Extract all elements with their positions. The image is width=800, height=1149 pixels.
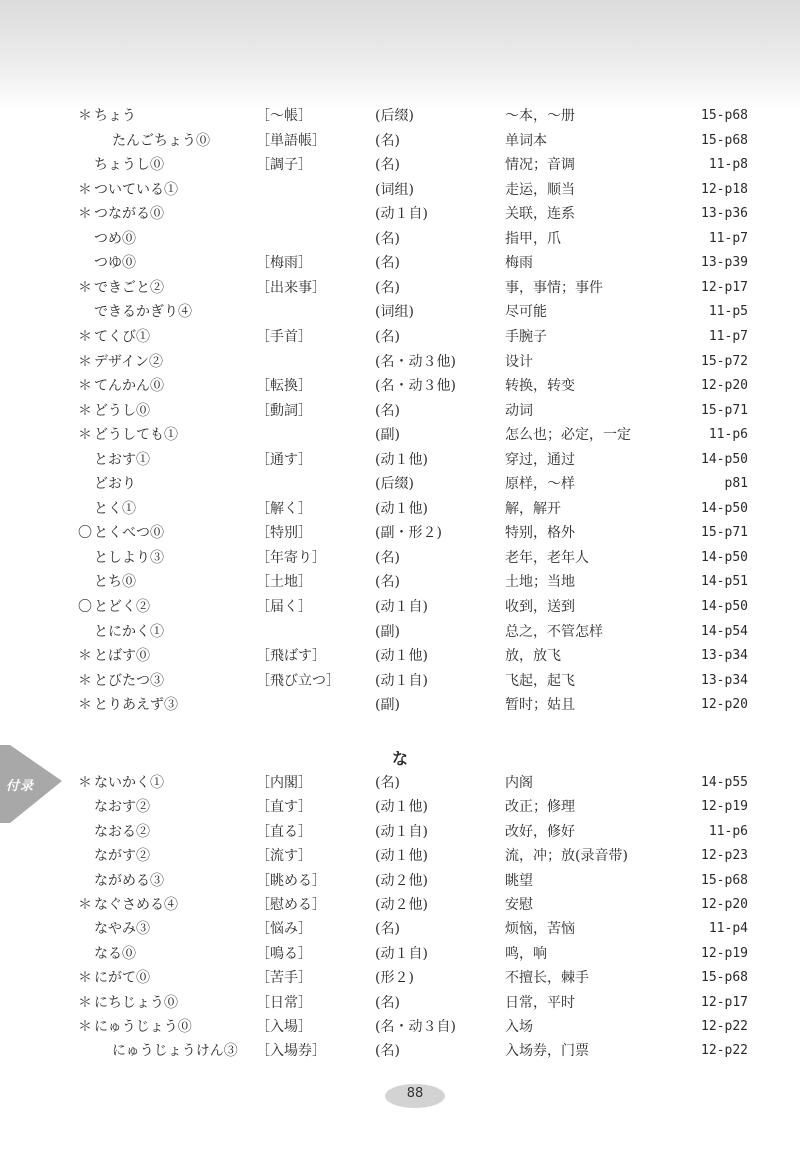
entry-part-of-speech: (副) xyxy=(375,697,400,714)
entry-row xyxy=(0,1039,800,1063)
entry-kanji: ［飛ばす］ xyxy=(256,648,326,665)
entry-part-of-speech: (动１自) xyxy=(375,672,428,689)
entry-row xyxy=(0,153,800,177)
entry-row xyxy=(0,276,800,300)
entry-kana: どうし⓪ xyxy=(94,402,150,419)
entry-kanji: ［悩み］ xyxy=(256,921,312,938)
entry-mark: ＊ xyxy=(78,279,92,296)
entry-lesson-ref: 13-p36 xyxy=(701,206,748,222)
entry-part-of-speech: (名・动３自) xyxy=(375,1019,456,1035)
entry-meaning: 不擅长，棘手 xyxy=(505,970,589,987)
entry-lesson-ref: 14-p50 xyxy=(701,599,748,614)
entry-lesson-ref: 12-p23 xyxy=(701,848,748,864)
entry-meaning: 入场券，门票 xyxy=(505,1043,589,1060)
entry-kanji: ［苦手］ xyxy=(256,970,312,987)
entry-lesson-ref: 11-p7 xyxy=(708,230,748,246)
entry-row xyxy=(0,546,800,570)
entry-lesson-ref: 11-p6 xyxy=(708,823,748,839)
entry-kana: デザイン② xyxy=(94,353,164,370)
entry-lesson-ref: 14-p54 xyxy=(701,623,748,639)
entry-part-of-speech: (名) xyxy=(375,328,400,345)
entry-row xyxy=(0,521,800,545)
entry-meaning: 改好，修好 xyxy=(505,823,575,840)
entry-row xyxy=(0,497,800,521)
entry-kana: ちょうし⓪ xyxy=(94,157,164,174)
entry-part-of-speech: (动１他) xyxy=(375,451,428,468)
entry-part-of-speech: (名) xyxy=(375,279,400,296)
entry-part-of-speech: (副) xyxy=(375,427,400,444)
entry-lesson-ref: 12-p20 xyxy=(701,897,748,912)
entry-part-of-speech: (名) xyxy=(375,574,400,591)
entry-kana: ながす② xyxy=(94,848,150,865)
entry-kana: にがて⓪ xyxy=(94,970,150,987)
entry-lesson-ref: 11-p8 xyxy=(708,157,748,173)
entry-kana: ついている① xyxy=(94,181,178,198)
entry-lesson-ref: 12-p22 xyxy=(701,1043,748,1059)
entry-meaning: 收到，送到 xyxy=(505,599,575,615)
entry-meaning: 放，放飞 xyxy=(505,648,561,665)
entry-part-of-speech: (动１自) xyxy=(375,599,428,615)
entry-mark: ＊ xyxy=(78,775,92,791)
entry-part-of-speech: (名) xyxy=(375,255,400,272)
entry-kana: どおり xyxy=(94,476,136,493)
entry-part-of-speech: (动２他) xyxy=(375,872,428,889)
entry-row xyxy=(0,570,800,594)
entry-meaning: 梅雨 xyxy=(505,255,533,272)
entry-lesson-ref: 12-p22 xyxy=(701,1019,748,1034)
entry-lesson-ref: 13-p39 xyxy=(701,255,748,271)
entry-kana: なおす② xyxy=(94,799,150,816)
entry-part-of-speech: (后缀) xyxy=(375,476,414,493)
entry-meaning: 眺望 xyxy=(505,872,533,889)
entry-kana: てんかん⓪ xyxy=(94,378,164,395)
entry-meaning: 手腕子 xyxy=(505,328,547,345)
entry-row xyxy=(0,202,800,226)
entry-meaning: 走运，顺当 xyxy=(505,181,575,198)
entry-row xyxy=(0,644,800,668)
entry-part-of-speech: (动１他) xyxy=(375,799,428,816)
entry-kanji: ［直る］ xyxy=(256,823,312,840)
entry-kanji: ［日常］ xyxy=(256,994,312,1011)
entry-kanji: ［土地］ xyxy=(256,574,312,591)
entry-row xyxy=(0,893,800,917)
entry-meaning: 设计 xyxy=(505,353,533,370)
entry-meaning: 老年，老年人 xyxy=(505,549,589,566)
entry-row xyxy=(0,472,800,496)
entry-mark: ＊ xyxy=(78,672,92,689)
entry-mark: ＊ xyxy=(78,427,92,444)
entry-part-of-speech: (后缀) xyxy=(375,108,414,124)
entry-kanji: ［特別］ xyxy=(256,525,312,542)
entry-mark: ＊ xyxy=(78,648,92,665)
entry-mark: ＊ xyxy=(78,402,92,419)
entry-kana: なおる② xyxy=(94,823,150,840)
entry-lesson-ref: p81 xyxy=(724,476,748,492)
entry-kana: ちょう xyxy=(94,108,136,124)
entry-row xyxy=(0,325,800,349)
entry-lesson-ref: 11-p4 xyxy=(708,921,748,937)
entry-row xyxy=(0,771,800,795)
entry-row xyxy=(0,399,800,423)
entry-part-of-speech: (名・动３他) xyxy=(375,353,456,370)
entry-row xyxy=(0,178,800,202)
entry-part-of-speech: (词组) xyxy=(375,181,414,198)
entry-mark: ＊ xyxy=(78,897,92,913)
entry-lesson-ref: 12-p19 xyxy=(701,945,748,961)
entry-lesson-ref: 11-p6 xyxy=(708,427,748,443)
entry-part-of-speech: (动１自) xyxy=(375,206,428,223)
entry-lesson-ref: 13-p34 xyxy=(701,672,748,688)
entry-meaning: 尽可能 xyxy=(505,304,547,321)
entry-meaning: 鸣，响 xyxy=(505,945,547,962)
entry-kana: にゅうじょう⓪ xyxy=(94,1019,192,1035)
entry-mark: ＊ xyxy=(78,994,92,1011)
entry-kana: なやみ③ xyxy=(94,921,150,938)
entry-part-of-speech: (动１他) xyxy=(375,848,428,865)
entry-row xyxy=(0,423,800,447)
entry-mark: ＊ xyxy=(78,378,92,395)
entry-mark: ＊ xyxy=(78,970,92,987)
entry-kanji: ［直す］ xyxy=(256,799,312,816)
entry-meaning: 内阁 xyxy=(505,775,533,791)
entry-meaning: 解，解开 xyxy=(505,500,561,517)
entry-lesson-ref: 15-p68 xyxy=(701,970,748,986)
entry-meaning: 穿过，通过 xyxy=(505,451,575,468)
entry-meaning: 转换，转变 xyxy=(505,378,575,395)
entry-kana: つながる⓪ xyxy=(94,206,164,223)
entry-part-of-speech: (名) xyxy=(375,921,400,938)
entry-kana: できごと② xyxy=(94,279,164,296)
entry-kanji: ［鳴る］ xyxy=(256,945,312,962)
entry-part-of-speech: (名) xyxy=(375,994,400,1011)
entry-lesson-ref: 11-p7 xyxy=(708,328,748,344)
entry-meaning: 指甲，爪 xyxy=(505,230,561,247)
entry-lesson-ref: 13-p34 xyxy=(701,648,748,664)
entry-row xyxy=(0,374,800,398)
entry-kanji: ［飛び立つ］ xyxy=(256,672,340,689)
entry-mark: ＊ xyxy=(78,206,92,223)
entry-meaning: 情况；音调 xyxy=(505,157,575,174)
section-heading-na: な xyxy=(391,749,408,768)
entry-meaning: 暂时；姑且 xyxy=(505,697,575,714)
entry-kana: とどく② xyxy=(94,599,150,615)
entry-kanji: ［転換］ xyxy=(256,378,312,395)
entry-mark: ＊ xyxy=(78,181,92,198)
entry-lesson-ref: 15-p71 xyxy=(701,402,748,418)
entry-row xyxy=(0,844,800,868)
entry-lesson-ref: 15-p68 xyxy=(701,108,748,123)
entry-kanji: ［単語帳］ xyxy=(256,132,326,149)
entry-row xyxy=(0,350,800,374)
entry-part-of-speech: (动１他) xyxy=(375,500,428,517)
entry-mark: ＊ xyxy=(78,328,92,345)
entry-part-of-speech: (名) xyxy=(375,1043,400,1060)
entry-kanji: ［～帳］ xyxy=(256,108,312,124)
entry-meaning: 安慰 xyxy=(505,897,533,913)
entry-meaning: 事，事情；事件 xyxy=(505,279,603,296)
entry-kana: ないかく① xyxy=(94,775,164,791)
entry-kana: とく① xyxy=(94,500,136,517)
entry-meaning: 总之，不管怎样 xyxy=(505,623,603,640)
entry-row xyxy=(0,669,800,693)
entry-row xyxy=(0,991,800,1015)
entry-meaning: 关联，连系 xyxy=(505,206,575,223)
entry-kana: とびたつ③ xyxy=(94,672,164,689)
entry-kana: とばす⓪ xyxy=(94,648,150,665)
entry-row xyxy=(0,795,800,819)
entry-lesson-ref: 12-p17 xyxy=(701,994,748,1010)
entry-mark: ＊ xyxy=(78,108,92,124)
entry-kana: つめ⓪ xyxy=(94,230,136,247)
page-number-badge xyxy=(383,1082,447,1110)
entry-meaning: 烦恼，苦恼 xyxy=(505,921,575,938)
entry-row xyxy=(0,693,800,717)
entry-row xyxy=(0,1015,800,1039)
entry-kanji: ［通す］ xyxy=(256,451,312,468)
entry-part-of-speech: (动１他) xyxy=(375,648,428,665)
entry-kana: とりあえず③ xyxy=(94,697,178,714)
page-top-shading xyxy=(0,0,800,112)
entry-part-of-speech: (名) xyxy=(375,775,400,791)
entry-kanji: ［入場］ xyxy=(256,1019,312,1035)
entry-mark: ＊ xyxy=(78,353,92,370)
entry-kanji: ［解く］ xyxy=(256,500,312,517)
entry-lesson-ref: 12-p18 xyxy=(701,181,748,197)
entry-meaning: 土地；当地 xyxy=(505,574,575,591)
entry-meaning: 日常，平时 xyxy=(505,994,575,1011)
entry-meaning: ～本，～册 xyxy=(505,108,575,124)
entry-meaning: 流，冲；放(录音带) xyxy=(505,848,628,865)
entry-meaning: 入场 xyxy=(505,1019,533,1035)
entry-kana: なぐさめる④ xyxy=(94,897,178,913)
entry-row xyxy=(0,448,800,472)
entry-kana: たんごちょう⓪ xyxy=(112,132,210,149)
entry-row xyxy=(0,595,800,619)
entry-kanji: ［内閣］ xyxy=(256,775,312,791)
entry-part-of-speech: (副・形２) xyxy=(375,525,442,542)
entry-kana: てくび① xyxy=(94,328,150,345)
entry-part-of-speech: (词组) xyxy=(375,304,414,321)
entry-part-of-speech: (名) xyxy=(375,230,400,247)
entry-part-of-speech: (名) xyxy=(375,132,400,149)
entry-lesson-ref: 15-p68 xyxy=(701,132,748,148)
entry-row xyxy=(0,620,800,644)
entry-lesson-ref: 14-p50 xyxy=(701,549,748,565)
entry-kana: できるかぎり④ xyxy=(94,304,192,321)
entry-meaning: 单词本 xyxy=(505,132,547,149)
entry-row xyxy=(0,966,800,990)
entry-mark: 〇 xyxy=(78,599,92,615)
entry-lesson-ref: 15-p68 xyxy=(701,872,748,888)
entry-part-of-speech: (名) xyxy=(375,402,400,419)
entry-kana: にゅうじょうけん③ xyxy=(112,1043,238,1060)
entry-kana: とにかく① xyxy=(94,623,164,640)
entry-row xyxy=(0,251,800,275)
entry-meaning: 动词 xyxy=(505,402,533,419)
entry-row xyxy=(0,104,800,128)
entry-kana: どうしても① xyxy=(94,427,178,444)
entry-part-of-speech: (名) xyxy=(375,549,400,566)
entry-row xyxy=(0,300,800,324)
entry-lesson-ref: 12-p19 xyxy=(701,799,748,815)
entry-kanji: ［届く］ xyxy=(256,599,312,615)
side-tab-label: 付录 xyxy=(6,779,35,794)
entry-kanji: ［流す］ xyxy=(256,848,312,865)
entry-lesson-ref: 12-p20 xyxy=(701,378,748,394)
entry-lesson-ref: 14-p50 xyxy=(701,451,748,467)
entry-lesson-ref: 15-p72 xyxy=(701,353,748,369)
entry-mark: ＊ xyxy=(78,1019,92,1035)
entry-meaning: 飞起，起飞 xyxy=(505,672,575,689)
entry-kanji: ［眺める］ xyxy=(256,872,326,889)
entry-row xyxy=(0,942,800,966)
entry-row xyxy=(0,227,800,251)
entry-kana: つゆ⓪ xyxy=(94,255,136,272)
entry-row xyxy=(0,820,800,844)
entry-kana: としより③ xyxy=(94,549,164,566)
entry-kanji: ［入場券］ xyxy=(256,1043,326,1060)
entry-lesson-ref: 14-p55 xyxy=(701,775,748,790)
entry-lesson-ref: 12-p20 xyxy=(701,697,748,713)
entry-kanji: ［動詞］ xyxy=(256,402,312,419)
entry-lesson-ref: 12-p17 xyxy=(701,279,748,295)
entry-meaning: 怎么也；必定，一定 xyxy=(505,427,631,444)
entry-kana: とおす① xyxy=(94,451,150,468)
entry-mark: 〇 xyxy=(78,525,92,542)
entry-lesson-ref: 15-p71 xyxy=(701,525,748,541)
entry-row xyxy=(0,917,800,941)
entry-kana: なる⓪ xyxy=(94,945,136,962)
entry-kana: にちじょう⓪ xyxy=(94,994,178,1011)
entry-part-of-speech: (名・动３他) xyxy=(375,378,456,395)
entry-kanji: ［調子］ xyxy=(256,157,312,174)
entry-meaning: 特别，格外 xyxy=(505,525,575,542)
entry-lesson-ref: 14-p51 xyxy=(701,574,748,590)
entry-row xyxy=(0,129,800,153)
entry-row xyxy=(0,869,800,893)
entry-kana: とくべつ⓪ xyxy=(94,525,164,542)
entry-part-of-speech: (动２他) xyxy=(375,897,428,913)
entry-meaning: 改正；修理 xyxy=(505,799,575,816)
entry-kana: とち⓪ xyxy=(94,574,136,591)
entry-mark: ＊ xyxy=(78,697,92,714)
entry-lesson-ref: 14-p50 xyxy=(701,500,748,516)
entry-lesson-ref: 11-p5 xyxy=(708,304,748,320)
entry-meaning: 原样，～样 xyxy=(505,476,575,493)
entry-kanji: ［梅雨］ xyxy=(256,255,312,272)
entry-kana: ながめる③ xyxy=(94,872,164,889)
entry-part-of-speech: (形２) xyxy=(375,970,414,987)
entry-part-of-speech: (动１自) xyxy=(375,945,428,962)
entry-kanji: ［手首］ xyxy=(256,328,312,345)
page-number: 88 xyxy=(406,1086,424,1101)
entry-part-of-speech: (副) xyxy=(375,623,400,640)
entry-part-of-speech: (动１自) xyxy=(375,823,428,840)
entry-kanji: ［慰める］ xyxy=(256,897,326,913)
entry-kanji: ［年寄り］ xyxy=(256,549,326,566)
entry-part-of-speech: (名) xyxy=(375,157,400,174)
entry-kanji: ［出来事］ xyxy=(256,279,326,296)
